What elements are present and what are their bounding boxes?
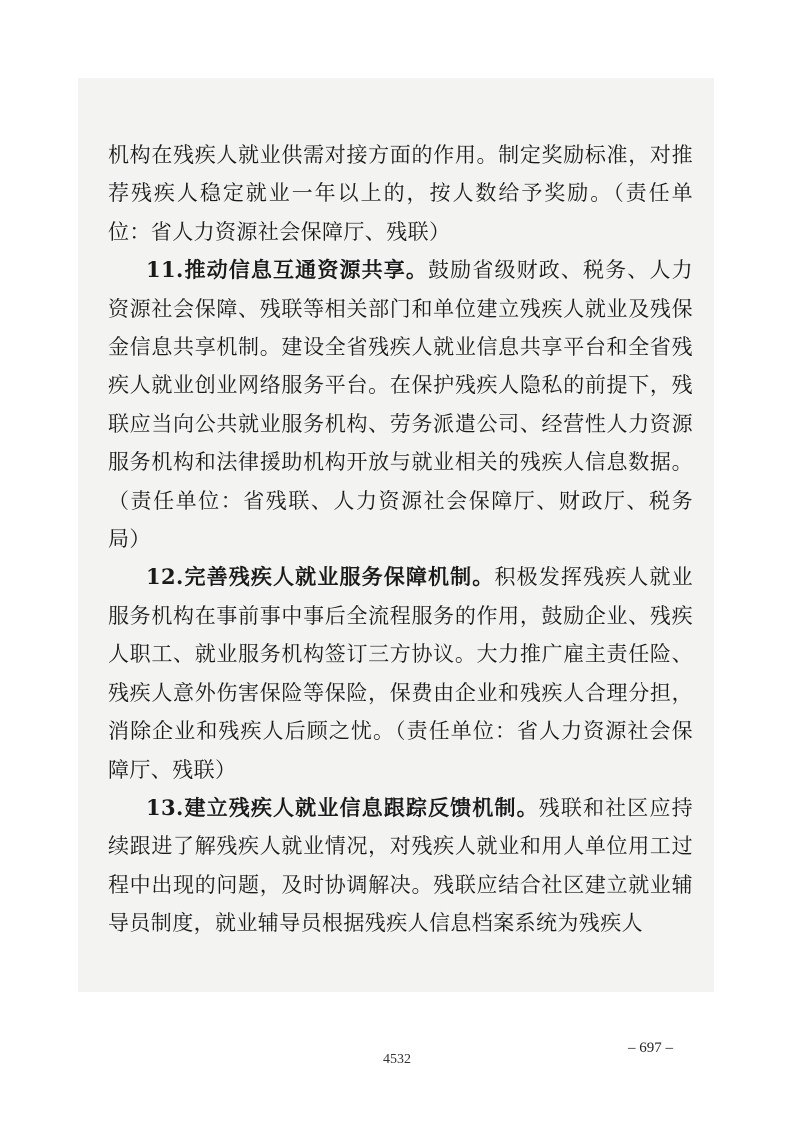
item-heading: 12.完善残疾人就业服务保障机制。 — [146, 564, 495, 590]
item-heading: 13.建立残疾人就业信息跟踪反馈机制。 — [146, 794, 539, 820]
footer-code: 4532 — [383, 1052, 411, 1067]
paragraph-item-12 — [108, 558, 693, 788]
paragraph-item-13 — [108, 789, 693, 943]
paragraph-text: 机构在残疾人就业供需对接方面的作用。制定奖励标准，对推荐残疾人稳定就业一年以上的，按人数给予奖励。（责任单位：省人力资源社会保障厅、残联） — [108, 143, 693, 244]
page-number: – 697 – — [628, 1040, 673, 1056]
item-heading: 11.推动信息互通资源共享。 — [146, 257, 429, 283]
paragraph-text: 残联和社区应持续跟进了解残疾人就业情况，对残疾人就业和用人单位用工过程中出现的问题，及时协调解决。残联应结合社区建立就业辅导员制度，就业辅导员根据残疾人信息档案系统为残疾人 — [108, 795, 693, 936]
paragraph-text: 鼓励省级财政、税务、人力资源社会保障、残联等相关部门和单位建立残疾人就业及残保金信息共享机制。建设全省残疾人就业信息共享平台和全省残疾人就业创业网络服务平台。在保护残疾人隐私的前提下，残联应当向公共就业服务机构、劳务派遣公司、经营性人力资源服务机构和法律援助机构开放与就业相关的残疾人信息数据。（责任单位：省残联、人力资源社会保障厅、财政厅、税务局） — [108, 258, 693, 552]
paragraph-continuation — [108, 136, 693, 251]
paragraph-text: 积极发挥残疾人就业服务机构在事前事中事后全流程服务的作用，鼓励企业、残疾人职工、就业服务机构签订三方协议。大力推广雇主责任险、残疾人意外伤害保险等保险，保费由企业和残疾人合理分担，消除企业和残疾人后顾之忧。（责任单位：省人力资源社会保障厅、残联） — [108, 565, 693, 782]
paragraph-item-11 — [108, 251, 693, 558]
document-body — [108, 136, 693, 943]
